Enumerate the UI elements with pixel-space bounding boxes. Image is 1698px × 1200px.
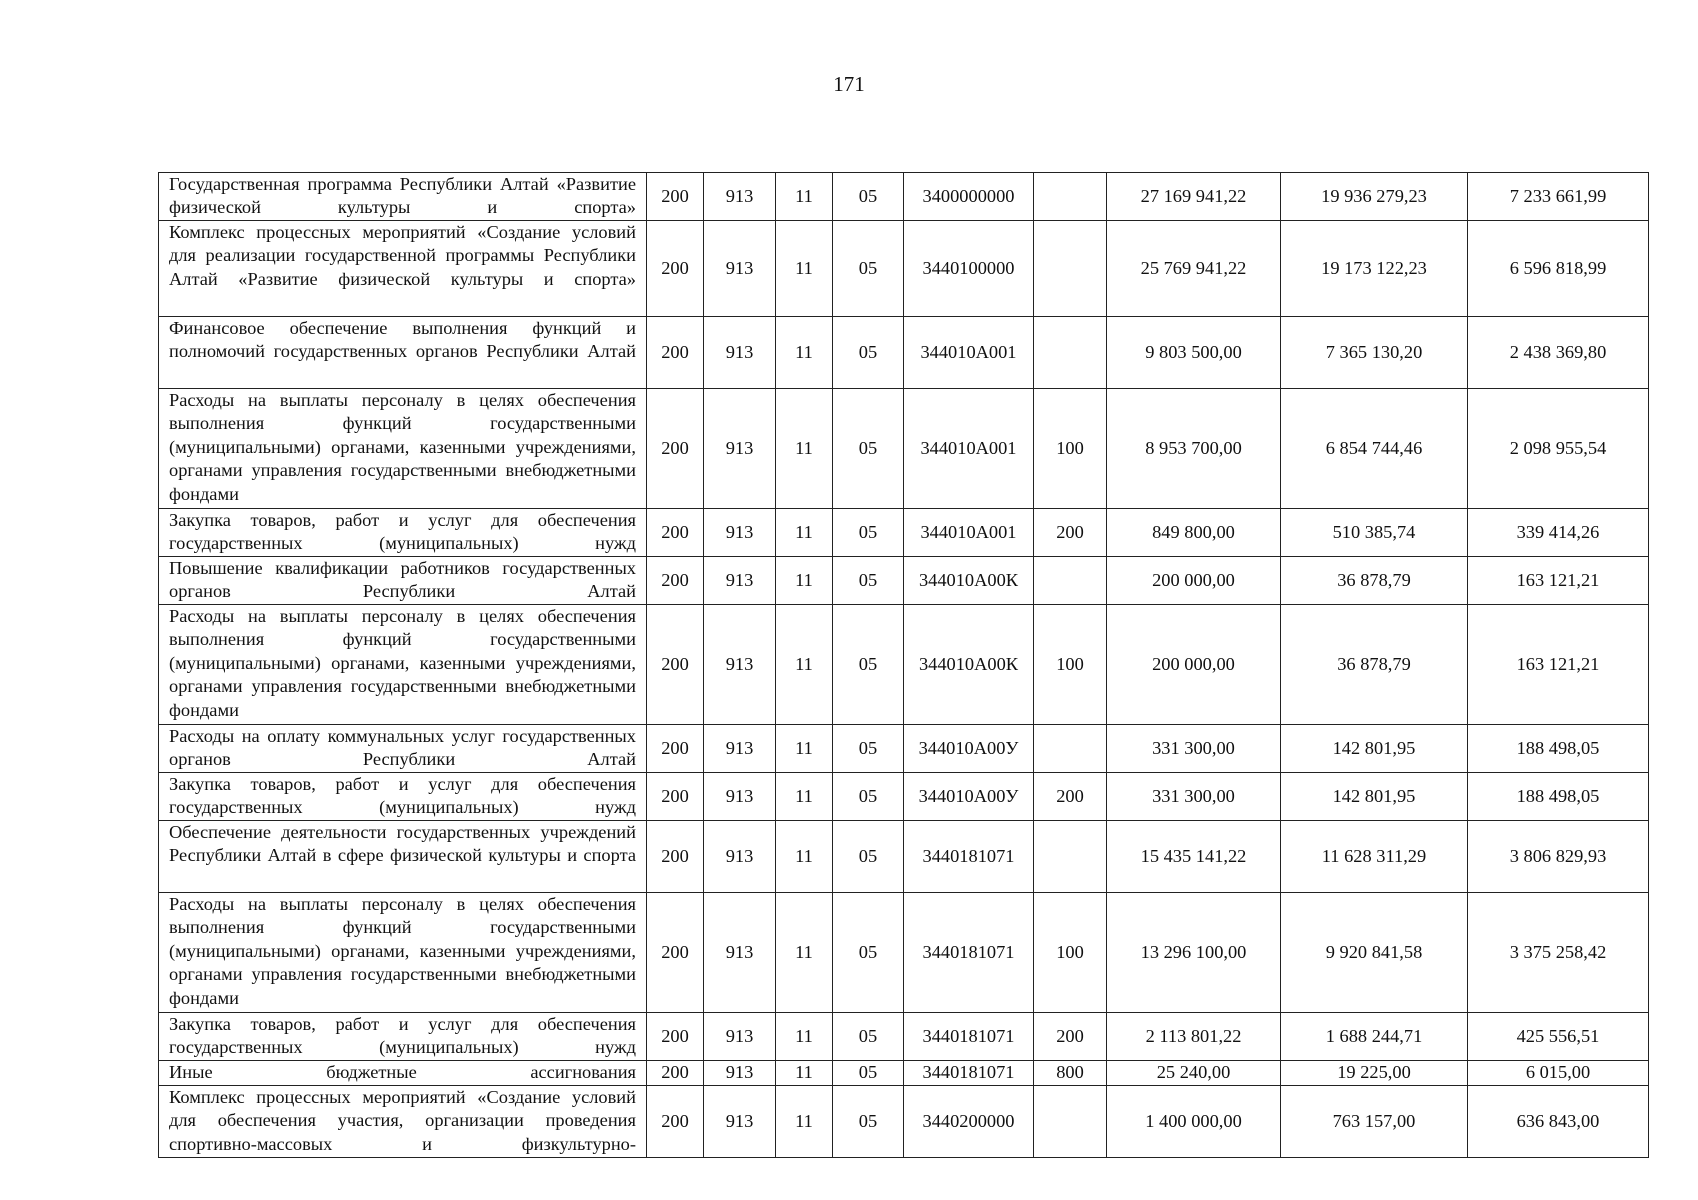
amount-approved-cell: 1 400 000,00 (1107, 1086, 1281, 1158)
amount-approved-cell: 2 113 801,22 (1107, 1013, 1281, 1061)
table-row (159, 893, 1649, 1013)
target-article-cell (904, 173, 1034, 221)
table-row (159, 317, 1649, 389)
target-article-cell (904, 773, 1034, 821)
department-code-cell: 913 (704, 893, 776, 1013)
name-cell: Расходы на оплату коммунальных услуг государственных органов Республики Алтай (159, 725, 647, 773)
amount-approved-cell: 331 300,00 (1107, 773, 1281, 821)
amount-remaining-cell: 3 375 258,42 (1468, 893, 1649, 1013)
amount-executed-cell: 19 173 122,23 (1281, 221, 1468, 317)
section-cell: 11 (776, 605, 833, 725)
target-article-cell (904, 557, 1034, 605)
amount-executed-cell: 763 157,00 (1281, 1086, 1468, 1158)
target-article-cell (904, 221, 1034, 317)
department-code-cell: 913 (704, 317, 776, 389)
name-cell: Закупка товаров, работ и услуг для обеспечения государственных (муниципальных) нужд (159, 773, 647, 821)
amount-remaining-cell: 425 556,51 (1468, 1013, 1649, 1061)
name-cell: Повышение квалификации работников государственных органов Республики Алтай (159, 557, 647, 605)
amount-remaining-cell: 188 498,05 (1468, 773, 1649, 821)
amount-executed-cell: 142 801,95 (1281, 773, 1468, 821)
subsection-cell: 05 (833, 509, 904, 557)
department-code-cell: 913 (704, 557, 776, 605)
table-row (159, 605, 1649, 725)
admin-code-cell: 200 (647, 221, 704, 317)
table-row (159, 557, 1649, 605)
amount-remaining-cell: 6 596 818,99 (1468, 221, 1649, 317)
amount-executed-cell: 9 920 841,58 (1281, 893, 1468, 1013)
amount-remaining-cell: 7 233 661,99 (1468, 173, 1649, 221)
department-code-cell: 913 (704, 173, 776, 221)
section-cell: 11 (776, 509, 833, 557)
target-article-cell (904, 821, 1034, 893)
table-row (159, 173, 1649, 221)
table-row (159, 725, 1649, 773)
table-row (159, 1013, 1649, 1061)
admin-code-cell: 200 (647, 821, 704, 893)
section-cell: 11 (776, 725, 833, 773)
target-article-cell (904, 1061, 1034, 1086)
amount-executed-cell: 36 878,79 (1281, 557, 1468, 605)
expense-type-cell (1034, 1086, 1107, 1158)
amount-approved-cell: 200 000,00 (1107, 605, 1281, 725)
department-code-cell: 913 (704, 389, 776, 509)
amount-executed-cell: 6 854 744,46 (1281, 389, 1468, 509)
amount-remaining-cell: 163 121,21 (1468, 605, 1649, 725)
amount-approved-cell: 331 300,00 (1107, 725, 1281, 773)
target-article-code: 3400000000 (922, 185, 1015, 206)
subsection-cell: 05 (833, 1086, 904, 1158)
target-article-code: 344010А00К (918, 569, 1019, 590)
target-article-cell (904, 1086, 1034, 1158)
page-number: 171 (833, 72, 865, 96)
target-article-cell (904, 509, 1034, 557)
name-cell: Расходы на выплаты персоналу в целях обеспечения выполнения функций государственными (муниципальными) органами, казенными учреждениями, органами управления государственными внебюджетными фондами (159, 893, 647, 1013)
expense-type-cell (1034, 557, 1107, 605)
amount-executed-cell: 7 365 130,20 (1281, 317, 1468, 389)
target-article-cell (904, 317, 1034, 389)
subsection-cell: 05 (833, 893, 904, 1013)
department-code-cell: 913 (704, 509, 776, 557)
subsection-cell: 05 (833, 557, 904, 605)
section-cell: 11 (776, 1086, 833, 1158)
amount-remaining-cell: 339 414,26 (1468, 509, 1649, 557)
admin-code-cell: 200 (647, 893, 704, 1013)
amount-approved-cell: 849 800,00 (1107, 509, 1281, 557)
name-cell: Комплекс процессных мероприятий «Создание условий для обеспечения участия, организации проведения спортивно-массовых и физкультурно- (159, 1086, 647, 1158)
section-cell: 11 (776, 1013, 833, 1061)
amount-approved-cell: 27 169 941,22 (1107, 173, 1281, 221)
department-code-cell: 913 (704, 821, 776, 893)
expense-type-cell: 800 (1034, 1061, 1107, 1086)
admin-code-cell: 200 (647, 557, 704, 605)
expense-type-cell (1034, 173, 1107, 221)
amount-approved-cell: 9 803 500,00 (1107, 317, 1281, 389)
admin-code-cell: 200 (647, 317, 704, 389)
target-article-cell (904, 605, 1034, 725)
subsection-cell: 05 (833, 1013, 904, 1061)
target-article-cell (904, 389, 1034, 509)
section-cell: 11 (776, 1061, 833, 1086)
name-cell: Закупка товаров, работ и услуг для обеспечения государственных (муниципальных) нужд (159, 1013, 647, 1061)
amount-executed-cell: 36 878,79 (1281, 605, 1468, 725)
amount-remaining-cell: 3 806 829,93 (1468, 821, 1649, 893)
admin-code-cell: 200 (647, 605, 704, 725)
amount-remaining-cell: 6 015,00 (1468, 1061, 1649, 1086)
name-cell: Расходы на выплаты персоналу в целях обеспечения выполнения функций государственными (муниципальными) органами, казенными учреждениями, органами управления государственными внебюджетными фондами (159, 605, 647, 725)
amount-remaining-cell: 636 843,00 (1468, 1086, 1649, 1158)
amount-executed-cell: 19 225,00 (1281, 1061, 1468, 1086)
amount-executed-cell: 142 801,95 (1281, 725, 1468, 773)
amount-approved-cell: 13 296 100,00 (1107, 893, 1281, 1013)
target-article-code: 344010А001 (920, 521, 1017, 542)
section-cell: 11 (776, 773, 833, 821)
subsection-cell: 05 (833, 173, 904, 221)
table-row (159, 1061, 1649, 1086)
target-article-cell (904, 1013, 1034, 1061)
target-article-code: 344010А00У (918, 737, 1019, 758)
amount-executed-cell: 11 628 311,29 (1281, 821, 1468, 893)
amount-approved-cell: 200 000,00 (1107, 557, 1281, 605)
admin-code-cell: 200 (647, 1086, 704, 1158)
table-row (159, 389, 1649, 509)
expense-type-cell: 100 (1034, 893, 1107, 1013)
target-article-code: 3440181071 (922, 845, 1015, 866)
amount-executed-cell: 510 385,74 (1281, 509, 1468, 557)
target-article-code: 3440181071 (922, 1025, 1015, 1046)
amount-approved-cell: 25 240,00 (1107, 1061, 1281, 1086)
amount-approved-cell: 8 953 700,00 (1107, 389, 1281, 509)
amount-executed-cell: 19 936 279,23 (1281, 173, 1468, 221)
target-article-code: 3440181071 (922, 1062, 1015, 1083)
section-cell: 11 (776, 317, 833, 389)
name-cell: Обеспечение деятельности государственных учреждений Республики Алтай в сфере физической культуры и спорта (159, 821, 647, 893)
target-article-cell (904, 725, 1034, 773)
target-article-code: 344010А00К (918, 653, 1019, 674)
budget-table-body (159, 173, 1649, 1158)
amount-remaining-cell: 2 438 369,80 (1468, 317, 1649, 389)
section-cell: 11 (776, 557, 833, 605)
name-cell: Расходы на выплаты персоналу в целях обеспечения выполнения функций государственными (муниципальными) органами, казенными учреждениями, органами управления государственными внебюджетными фондами (159, 389, 647, 509)
subsection-cell: 05 (833, 389, 904, 509)
expense-type-cell (1034, 725, 1107, 773)
subsection-cell: 05 (833, 773, 904, 821)
admin-code-cell: 200 (647, 725, 704, 773)
amount-approved-cell: 25 769 941,22 (1107, 221, 1281, 317)
table-row (159, 773, 1649, 821)
expense-type-cell: 200 (1034, 509, 1107, 557)
amount-executed-cell: 1 688 244,71 (1281, 1013, 1468, 1061)
department-code-cell: 913 (704, 1061, 776, 1086)
expense-type-cell: 200 (1034, 773, 1107, 821)
name-cell: Комплекс процессных мероприятий «Создание условий для реализации государственной программы Республики Алтай «Развитие физической культуры и спорта» (159, 221, 647, 317)
admin-code-cell: 200 (647, 173, 704, 221)
expense-type-cell (1034, 317, 1107, 389)
table-row (159, 509, 1649, 557)
subsection-cell: 05 (833, 317, 904, 389)
department-code-cell: 913 (704, 605, 776, 725)
name-cell: Закупка товаров, работ и услуг для обеспечения государственных (муниципальных) нужд (159, 509, 647, 557)
section-cell: 11 (776, 821, 833, 893)
target-article-code: 344010А001 (920, 341, 1017, 362)
admin-code-cell: 200 (647, 1013, 704, 1061)
budget-table (158, 172, 1649, 1158)
department-code-cell: 913 (704, 1086, 776, 1158)
target-article-cell (904, 893, 1034, 1013)
target-article-code: 3440100000 (922, 257, 1015, 278)
amount-approved-cell: 15 435 141,22 (1107, 821, 1281, 893)
subsection-cell: 05 (833, 605, 904, 725)
expense-type-cell: 100 (1034, 605, 1107, 725)
department-code-cell: 913 (704, 221, 776, 317)
name-cell: Финансовое обеспечение выполнения функций и полномочий государственных органов Республики Алтай (159, 317, 647, 389)
subsection-cell: 05 (833, 1061, 904, 1086)
department-code-cell: 913 (704, 773, 776, 821)
expense-type-cell (1034, 221, 1107, 317)
amount-remaining-cell: 2 098 955,54 (1468, 389, 1649, 509)
expense-type-cell: 100 (1034, 389, 1107, 509)
target-article-code: 344010А001 (920, 437, 1017, 458)
expense-type-cell: 200 (1034, 1013, 1107, 1061)
section-cell: 11 (776, 389, 833, 509)
admin-code-cell: 200 (647, 509, 704, 557)
table-row (159, 221, 1649, 317)
admin-code-cell: 200 (647, 1061, 704, 1086)
amount-remaining-cell: 188 498,05 (1468, 725, 1649, 773)
subsection-cell: 05 (833, 821, 904, 893)
department-code-cell: 913 (704, 725, 776, 773)
section-cell: 11 (776, 893, 833, 1013)
name-cell: Иные бюджетные ассигнования (159, 1061, 647, 1086)
target-article-code: 3440200000 (922, 1110, 1015, 1131)
table-row (159, 821, 1649, 893)
expense-type-cell (1034, 821, 1107, 893)
department-code-cell: 913 (704, 1013, 776, 1061)
section-cell: 11 (776, 221, 833, 317)
subsection-cell: 05 (833, 221, 904, 317)
admin-code-cell: 200 (647, 773, 704, 821)
table-row (159, 1086, 1649, 1158)
target-article-code: 344010А00У (918, 785, 1019, 806)
amount-remaining-cell: 163 121,21 (1468, 557, 1649, 605)
section-cell: 11 (776, 173, 833, 221)
admin-code-cell: 200 (647, 389, 704, 509)
subsection-cell: 05 (833, 725, 904, 773)
target-article-code: 3440181071 (922, 941, 1015, 962)
name-cell: Государственная программа Республики Алтай «Развитие физической культуры и спорта» (159, 173, 647, 221)
